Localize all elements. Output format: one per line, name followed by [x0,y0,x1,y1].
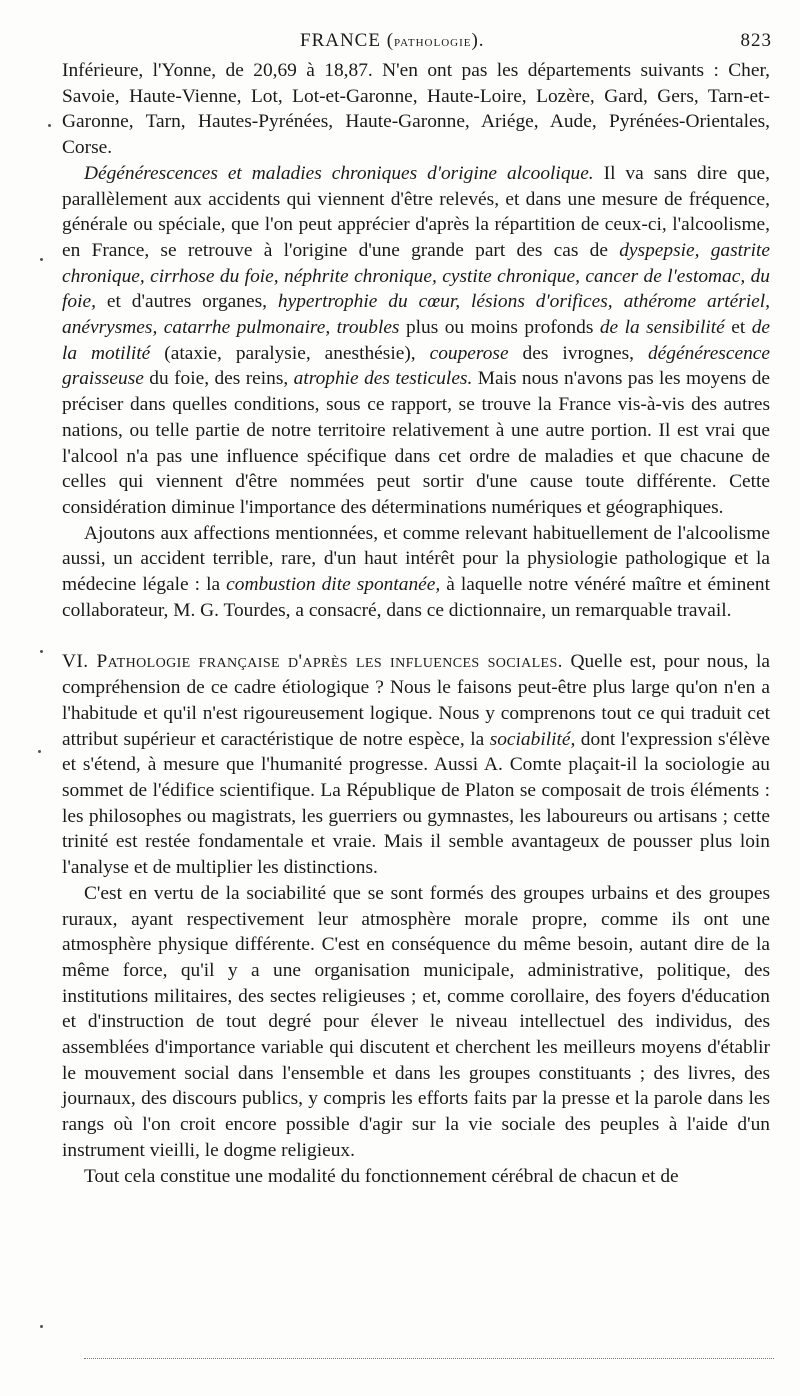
p4-text-2: dont l'expression s'élève et s'étend, à mesure que l'humanité progresse. Aussi A. Comte plaçait-il la sociologie au sommet de l'édifice scientifique. La République de Platon se composait de trois éléments : les philosophes ou magistrats, les guerriers ou gymnastes, les laboureurs ou artisans ; cette trinité est restée fondamentale et vraie. Mais il semble avantageux de pousser plus loin l'analyse et de multiplier les distinctions. [62,728,770,879]
page-number: 823 [740,30,772,51]
margin-speck [40,1325,43,1328]
p2-text-1: Il va sans dire que, parallèlement aux accidents qui viennent d'être relevés, et dans une mesure de fréquence, générale ou spéciale, que l'on peut apprécier d'après la répartition de ceux-ci, l'alcoolisme, en France, se retrouve à l'origine d'une grande part des cas de [62,162,770,261]
running-header [0,26,800,56]
p3-text-2: à laquelle notre vénéré maître et éminent collaborateur, M. G. Tourdes, a consacré, dans ce dictionnaire, un remarquable travail. [62,574,770,621]
paragraph-1: Inférieure, l'Yonne, de 20,69 à 18,87. N'en ont pas les départements suivants : Cher, Savoie, Haute-Vienne, Lot, Lot-et-Garonne, Haute-Loire, Lozère, Gard, Gers, Tarn-et-Garonne, Tarn, Hautes-Pyrénées, Haute-Garonne, Ariége, Aude, Pyrénées-Orientales, Corse. [62,60,770,159]
header-title-main: FRANCE ( [300,30,395,51]
p2-italic-5: couperose [429,342,509,364]
header-title-sub: pathologie [394,33,472,50]
p2-text-3: plus ou moins profonds [399,317,600,339]
p2-italic-6: dégénérescence graisseuse [62,342,770,390]
p2-text-2: et d'autres organes, [95,291,278,313]
header-title [300,30,485,52]
p2-italic-7: atrophie des testicules. [293,368,473,390]
p2-text-6: des ivrognes, [508,342,648,364]
p2-text-4: et [724,317,752,339]
p3-italic-1: combustion dite spontanée, [226,574,441,596]
section-heading: VI. Pathologie française d'après les influences sociales. [62,651,563,673]
paragraph-2 [62,161,770,521]
paragraph-5: C'est en vertu de la sociabilité que se sont formés des groupes urbains et des groupes ruraux, ayant respectivement leur atmosphère morale propre, comme ils ont une atmosphère physique différente. C'est en conséquence du même besoin, autant dire de la même force, qu'il y a une organisation municipale, administrative, politique, des institutions militaires, des sectes religieuses ; et, comme corollaire, des foyers d'éducation et d'instruction de tout degré pour élever le niveau intellectuel des individus, des assemblées d'importance variable qui discutent et cherchent les meilleurs moyens d'établir le mouvement social dans l'ensemble et dans les groupes constituants ; des livres, des journaux, des discours publics, y compris les efforts faits par la presse et la parole dans les rangs où l'on croit encore possible d'agir sur la vie sociale des peuples à l'aide d'un instrument vieilli, le dogme religieux. [62,882,770,1161]
p4-italic-1: sociabilité, [489,728,576,750]
p2-heading-italic: Dégénérescences et maladies chroniques d'origine alcoolique. [84,162,594,184]
p2-text-8: Mais nous n'avons pas les moyens de préciser dans quelles conditions, sous ce rapport, se trouve la France vis-à-vis des autres nations, ou telle partie de notre territoire relativement à une autre portion. Il est vrai que l'alcool n'a pas une influence spécifique dans cet ordre de maladies et que chacune de celles qui viennent d'être nommées peut sortir d'une cause toute différente. Cette considération diminue l'importance des déterminations numériques et géographiques. [62,368,770,518]
bottom-dotted-rule [84,1358,774,1361]
margin-speck [40,258,43,261]
margin-speck [48,124,51,127]
header-title-end: ). [471,30,485,51]
p3-text-1: Ajoutons aux affections mentionnées, et comme relevant habituellement de l'alcoolisme aussi, un accident terrible, rare, d'un haut intérêt pour la physiologie pathologique et la médecine légale : la [62,522,770,596]
p2-text-5: (ataxie, paralysie, anesthésie), [150,342,430,364]
p4-text-1: Quelle est, pour nous, la compréhension de ce cadre étiologique ? Nous le faisons peut-être plus large qu'on n'en a l'habitude et qu'il n'est rigoureusement logique. Nous y comprenons tout ce qui traduit cet attribut supérieur et caractéristique de notre espèce, la [62,651,770,750]
p2-italic-2: hypertrophie du cœur, lésions d'orifices, athérome artériel, anévrysmes, catarrhe pulmonaire, troubles [62,291,771,339]
body-text [62,58,770,1189]
margin-speck [38,750,41,753]
margin-speck [40,650,43,653]
p2-italic-4: de la motilité [62,317,770,364]
p2-text-7: du foie, des reins, [143,368,294,390]
paragraph-3 [62,521,770,624]
paragraph-4 [62,649,770,880]
paragraph-6: Tout cela constitue une modalité du fonctionnement cérébral de chacun et de [84,1165,679,1187]
p2-italic-3: de la sensibilité [599,317,725,339]
p2-italic-1: dyspepsie, gastrite chronique, cirrhose du foie, néphrite chronique, cystite chronique, cancer de l'estomac, du foie, [62,239,770,313]
